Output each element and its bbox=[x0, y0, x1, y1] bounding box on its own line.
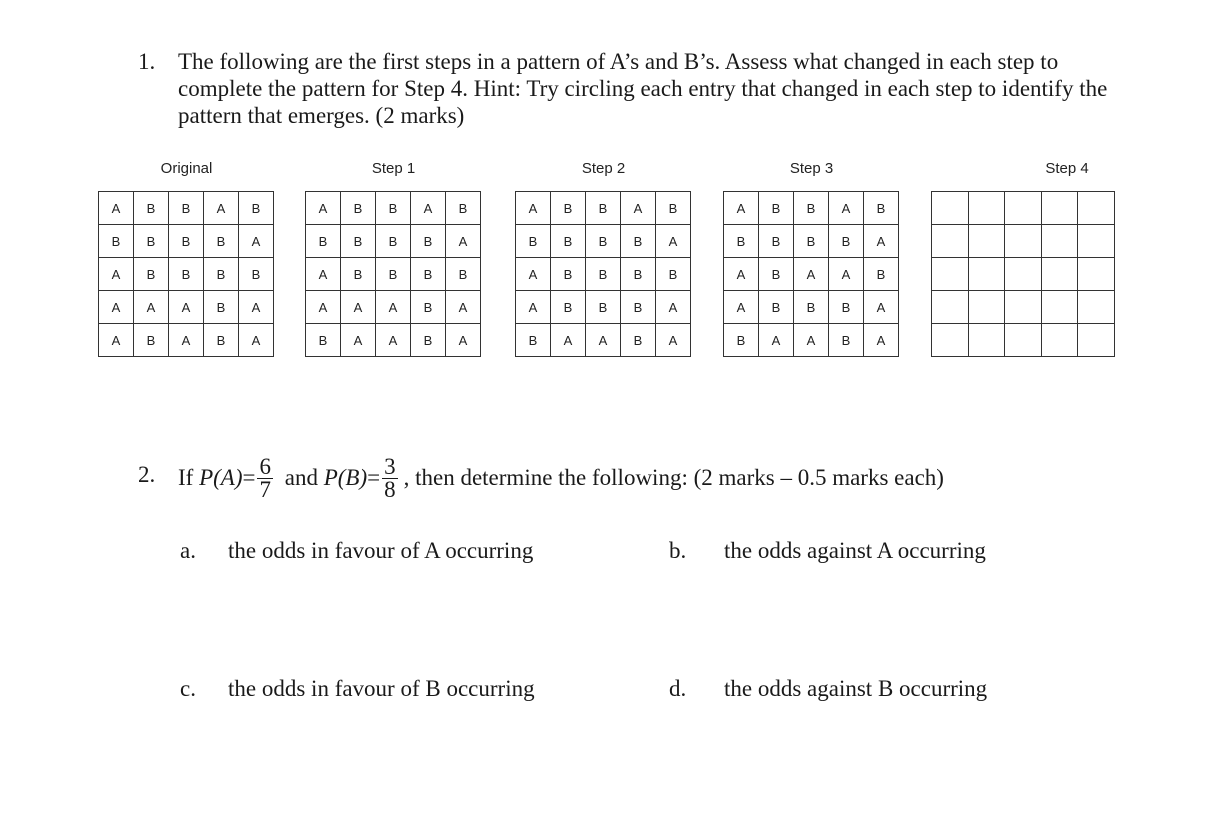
grid-cell: A bbox=[306, 258, 341, 291]
grid-cell: B bbox=[169, 192, 204, 225]
grid-cell: B bbox=[446, 258, 481, 291]
grid-cell: A bbox=[794, 258, 829, 291]
grid-cell: B bbox=[829, 324, 864, 357]
grid-cell: B bbox=[134, 225, 169, 258]
grid-cell[interactable] bbox=[1005, 225, 1042, 258]
grid-cell: B bbox=[586, 225, 621, 258]
grid-cell: B bbox=[621, 324, 656, 357]
grid-cell: B bbox=[306, 225, 341, 258]
grid-cell: B bbox=[656, 258, 691, 291]
grid-cell: B bbox=[794, 291, 829, 324]
grid-cell: A bbox=[341, 324, 376, 357]
grid-cell: B bbox=[204, 291, 239, 324]
grid-cell: B bbox=[724, 324, 759, 357]
grid-cell: A bbox=[376, 291, 411, 324]
grid-title: Original bbox=[160, 160, 213, 177]
grid-cell: A bbox=[759, 324, 794, 357]
grid-cell: A bbox=[239, 324, 274, 357]
grid-cell[interactable] bbox=[932, 291, 969, 324]
grid-cell: B bbox=[341, 192, 376, 225]
grid-cell: A bbox=[376, 324, 411, 357]
grid-cell: A bbox=[239, 225, 274, 258]
grid-row bbox=[724, 291, 899, 324]
grid-row bbox=[932, 192, 1115, 225]
grid-row bbox=[932, 291, 1115, 324]
part-text: the odds against A occurring bbox=[724, 538, 986, 563]
grid-cell: B bbox=[586, 258, 621, 291]
part-d bbox=[669, 676, 987, 702]
q2-and: and bbox=[284, 465, 318, 490]
q2-eq-b: = bbox=[367, 465, 381, 490]
grid-cell: B bbox=[204, 258, 239, 291]
grid-cell: A bbox=[99, 324, 134, 357]
grid-cell: B bbox=[551, 291, 586, 324]
grid-cell[interactable] bbox=[932, 324, 969, 357]
grid-cell: A bbox=[516, 291, 551, 324]
grid-cell: B bbox=[794, 225, 829, 258]
grid-cell[interactable] bbox=[1041, 225, 1078, 258]
question-2-text bbox=[178, 452, 944, 504]
part-label: b. bbox=[669, 538, 687, 563]
grid-row bbox=[516, 192, 691, 225]
grid-cell: A bbox=[99, 192, 134, 225]
grid-cell: B bbox=[376, 225, 411, 258]
grid-cell: A bbox=[829, 192, 864, 225]
grid-cell: A bbox=[446, 225, 481, 258]
grid-cell: A bbox=[621, 192, 656, 225]
grid-cell[interactable] bbox=[968, 192, 1005, 225]
grid-row bbox=[99, 324, 274, 357]
grid-cell: B bbox=[551, 258, 586, 291]
grid-cell: A bbox=[516, 192, 551, 225]
grid-row bbox=[99, 258, 274, 291]
grid-cell[interactable] bbox=[1078, 192, 1115, 225]
grid-cell[interactable] bbox=[1005, 291, 1042, 324]
grid-cell: B bbox=[794, 192, 829, 225]
grid-cell: B bbox=[134, 192, 169, 225]
grid-cell: B bbox=[586, 291, 621, 324]
grid-cell[interactable] bbox=[1041, 291, 1078, 324]
grid-cell: B bbox=[239, 258, 274, 291]
grid-cell[interactable] bbox=[968, 291, 1005, 324]
grid-row bbox=[724, 258, 899, 291]
part-text: the odds in favour of B occurring bbox=[228, 676, 535, 701]
grid-cell: B bbox=[169, 258, 204, 291]
grid-cell[interactable] bbox=[968, 258, 1005, 291]
grid-table bbox=[931, 191, 1115, 357]
grid-row bbox=[306, 192, 481, 225]
grid-cell: B bbox=[864, 258, 899, 291]
grid-cell: B bbox=[341, 225, 376, 258]
grid-row bbox=[932, 324, 1115, 357]
grid-cell: B bbox=[759, 291, 794, 324]
grid-cell[interactable] bbox=[1078, 291, 1115, 324]
grid-cell: B bbox=[551, 225, 586, 258]
grid-cell: A bbox=[724, 258, 759, 291]
q2-pa: P(A) bbox=[199, 465, 243, 490]
grid-cell[interactable] bbox=[1041, 324, 1078, 357]
grid-cell: A bbox=[724, 192, 759, 225]
grid-cell: A bbox=[829, 258, 864, 291]
grid-cell: B bbox=[656, 192, 691, 225]
grid-cell: A bbox=[134, 291, 169, 324]
grid-cell: B bbox=[516, 225, 551, 258]
grid-cell[interactable] bbox=[968, 324, 1005, 357]
grid-cell: B bbox=[239, 192, 274, 225]
part-text: the odds in favour of A occurring bbox=[228, 538, 534, 563]
grid-cell: A bbox=[586, 324, 621, 357]
grid-cell: B bbox=[134, 258, 169, 291]
grid-cell: B bbox=[829, 291, 864, 324]
grid-row bbox=[306, 324, 481, 357]
fraction-denominator: 7 bbox=[259, 476, 271, 502]
grid-cell: B bbox=[759, 258, 794, 291]
part-label: d. bbox=[669, 676, 687, 701]
grid-cell: B bbox=[411, 258, 446, 291]
grid-row bbox=[306, 291, 481, 324]
fraction-numerator: 3 bbox=[384, 453, 396, 479]
grid-cell: A bbox=[864, 324, 899, 357]
q2-pb: P(B) bbox=[323, 465, 368, 490]
question-2-number: 2. bbox=[138, 462, 156, 487]
question-1-number: 1. bbox=[138, 49, 156, 74]
fraction-pb bbox=[382, 453, 398, 502]
part-b bbox=[669, 538, 986, 564]
part-c bbox=[180, 676, 535, 702]
grid-table bbox=[515, 191, 691, 357]
grid-cell[interactable] bbox=[932, 225, 969, 258]
part-label: c. bbox=[180, 676, 196, 701]
grid-row bbox=[516, 291, 691, 324]
grid-cell: A bbox=[169, 291, 204, 324]
grid-row bbox=[306, 225, 481, 258]
grid-cell: A bbox=[446, 291, 481, 324]
grid-cell: A bbox=[204, 192, 239, 225]
grid-cell: B bbox=[204, 324, 239, 357]
grid-cell: A bbox=[794, 324, 829, 357]
grid-cell: B bbox=[99, 225, 134, 258]
grid-row bbox=[99, 225, 274, 258]
grid-cell[interactable] bbox=[932, 258, 969, 291]
grid-cell: A bbox=[864, 291, 899, 324]
grid-cell: B bbox=[376, 192, 411, 225]
grid-row bbox=[932, 258, 1115, 291]
grid-row bbox=[932, 225, 1115, 258]
grid-table bbox=[98, 191, 274, 357]
grid-cell: A bbox=[864, 225, 899, 258]
grid-cell: B bbox=[306, 324, 341, 357]
grid-cell[interactable] bbox=[968, 225, 1005, 258]
grid-cell: B bbox=[759, 225, 794, 258]
grid-cell[interactable] bbox=[1041, 192, 1078, 225]
fraction-denominator: 8 bbox=[384, 476, 396, 502]
grid-cell: A bbox=[306, 291, 341, 324]
grid-cell: B bbox=[621, 225, 656, 258]
grid-cell: B bbox=[411, 291, 446, 324]
grid-cell: B bbox=[204, 225, 239, 258]
grid-row bbox=[516, 324, 691, 357]
grid-cell: A bbox=[656, 291, 691, 324]
grid-title: Step 2 bbox=[581, 160, 626, 177]
grid-cell[interactable] bbox=[1078, 225, 1115, 258]
grid-title: Step 4 bbox=[1045, 160, 1089, 177]
grid-cell[interactable] bbox=[1005, 192, 1042, 225]
grid-cell: B bbox=[341, 258, 376, 291]
grid-row bbox=[724, 324, 899, 357]
grid-cell: A bbox=[656, 324, 691, 357]
question-1-text: The following are the first steps in a pattern of A’s and B’s. Assess what changed in each step to complete the pattern for Step 4. Hint: Try circling each entry that changed in each step to identify the pattern that emerges. (2 marks) bbox=[178, 49, 1108, 128]
grid-row bbox=[99, 291, 274, 324]
grid-cell: B bbox=[586, 192, 621, 225]
grid-cell: B bbox=[516, 324, 551, 357]
grid-cell: B bbox=[864, 192, 899, 225]
grid-cell: B bbox=[829, 225, 864, 258]
grid-cell: B bbox=[621, 258, 656, 291]
grid-cell: A bbox=[99, 291, 134, 324]
grid-cell: B bbox=[411, 324, 446, 357]
grid-cell: A bbox=[306, 192, 341, 225]
grid-cell: B bbox=[169, 225, 204, 258]
grid-cell: A bbox=[551, 324, 586, 357]
grid-row bbox=[516, 258, 691, 291]
grid-cell: B bbox=[759, 192, 794, 225]
grid-cell[interactable] bbox=[1078, 324, 1115, 357]
grid-cell[interactable] bbox=[1005, 258, 1042, 291]
grid-cell: B bbox=[376, 258, 411, 291]
grid-table bbox=[723, 191, 899, 357]
grid-cell[interactable] bbox=[1005, 324, 1042, 357]
q2-if: If bbox=[178, 465, 194, 490]
grid-cell: B bbox=[411, 225, 446, 258]
grid-cell[interactable] bbox=[1041, 258, 1078, 291]
grid-cell[interactable] bbox=[1078, 258, 1115, 291]
grid-row bbox=[724, 192, 899, 225]
fraction-pa bbox=[257, 453, 273, 502]
grid-row bbox=[724, 225, 899, 258]
part-text: the odds against B occurring bbox=[724, 676, 988, 701]
grid-cell[interactable] bbox=[932, 192, 969, 225]
grid-cell: B bbox=[621, 291, 656, 324]
grid-row bbox=[306, 258, 481, 291]
fraction-numerator: 6 bbox=[259, 453, 271, 479]
grid-title: Step 1 bbox=[371, 160, 416, 177]
grid-row bbox=[516, 225, 691, 258]
part-label: a. bbox=[180, 538, 196, 563]
grid-cell: B bbox=[446, 192, 481, 225]
grid-cell: A bbox=[656, 225, 691, 258]
q2-rest: , then determine the following: (2 marks – 0.5 marks each) bbox=[403, 465, 944, 490]
grid-row bbox=[99, 192, 274, 225]
part-a bbox=[180, 538, 533, 564]
grid-cell: A bbox=[724, 291, 759, 324]
grid-cell: B bbox=[724, 225, 759, 258]
grid-cell: A bbox=[239, 291, 274, 324]
grid-table bbox=[305, 191, 481, 357]
grid-cell: B bbox=[551, 192, 586, 225]
grid-cell: A bbox=[446, 324, 481, 357]
grid-cell: A bbox=[411, 192, 446, 225]
grid-cell: A bbox=[516, 258, 551, 291]
grid-cell: A bbox=[169, 324, 204, 357]
grid-cell: A bbox=[341, 291, 376, 324]
grid-cell: B bbox=[134, 324, 169, 357]
q2-eq-a: = bbox=[242, 465, 256, 490]
grid-title: Step 3 bbox=[789, 160, 834, 177]
grid-cell: A bbox=[99, 258, 134, 291]
